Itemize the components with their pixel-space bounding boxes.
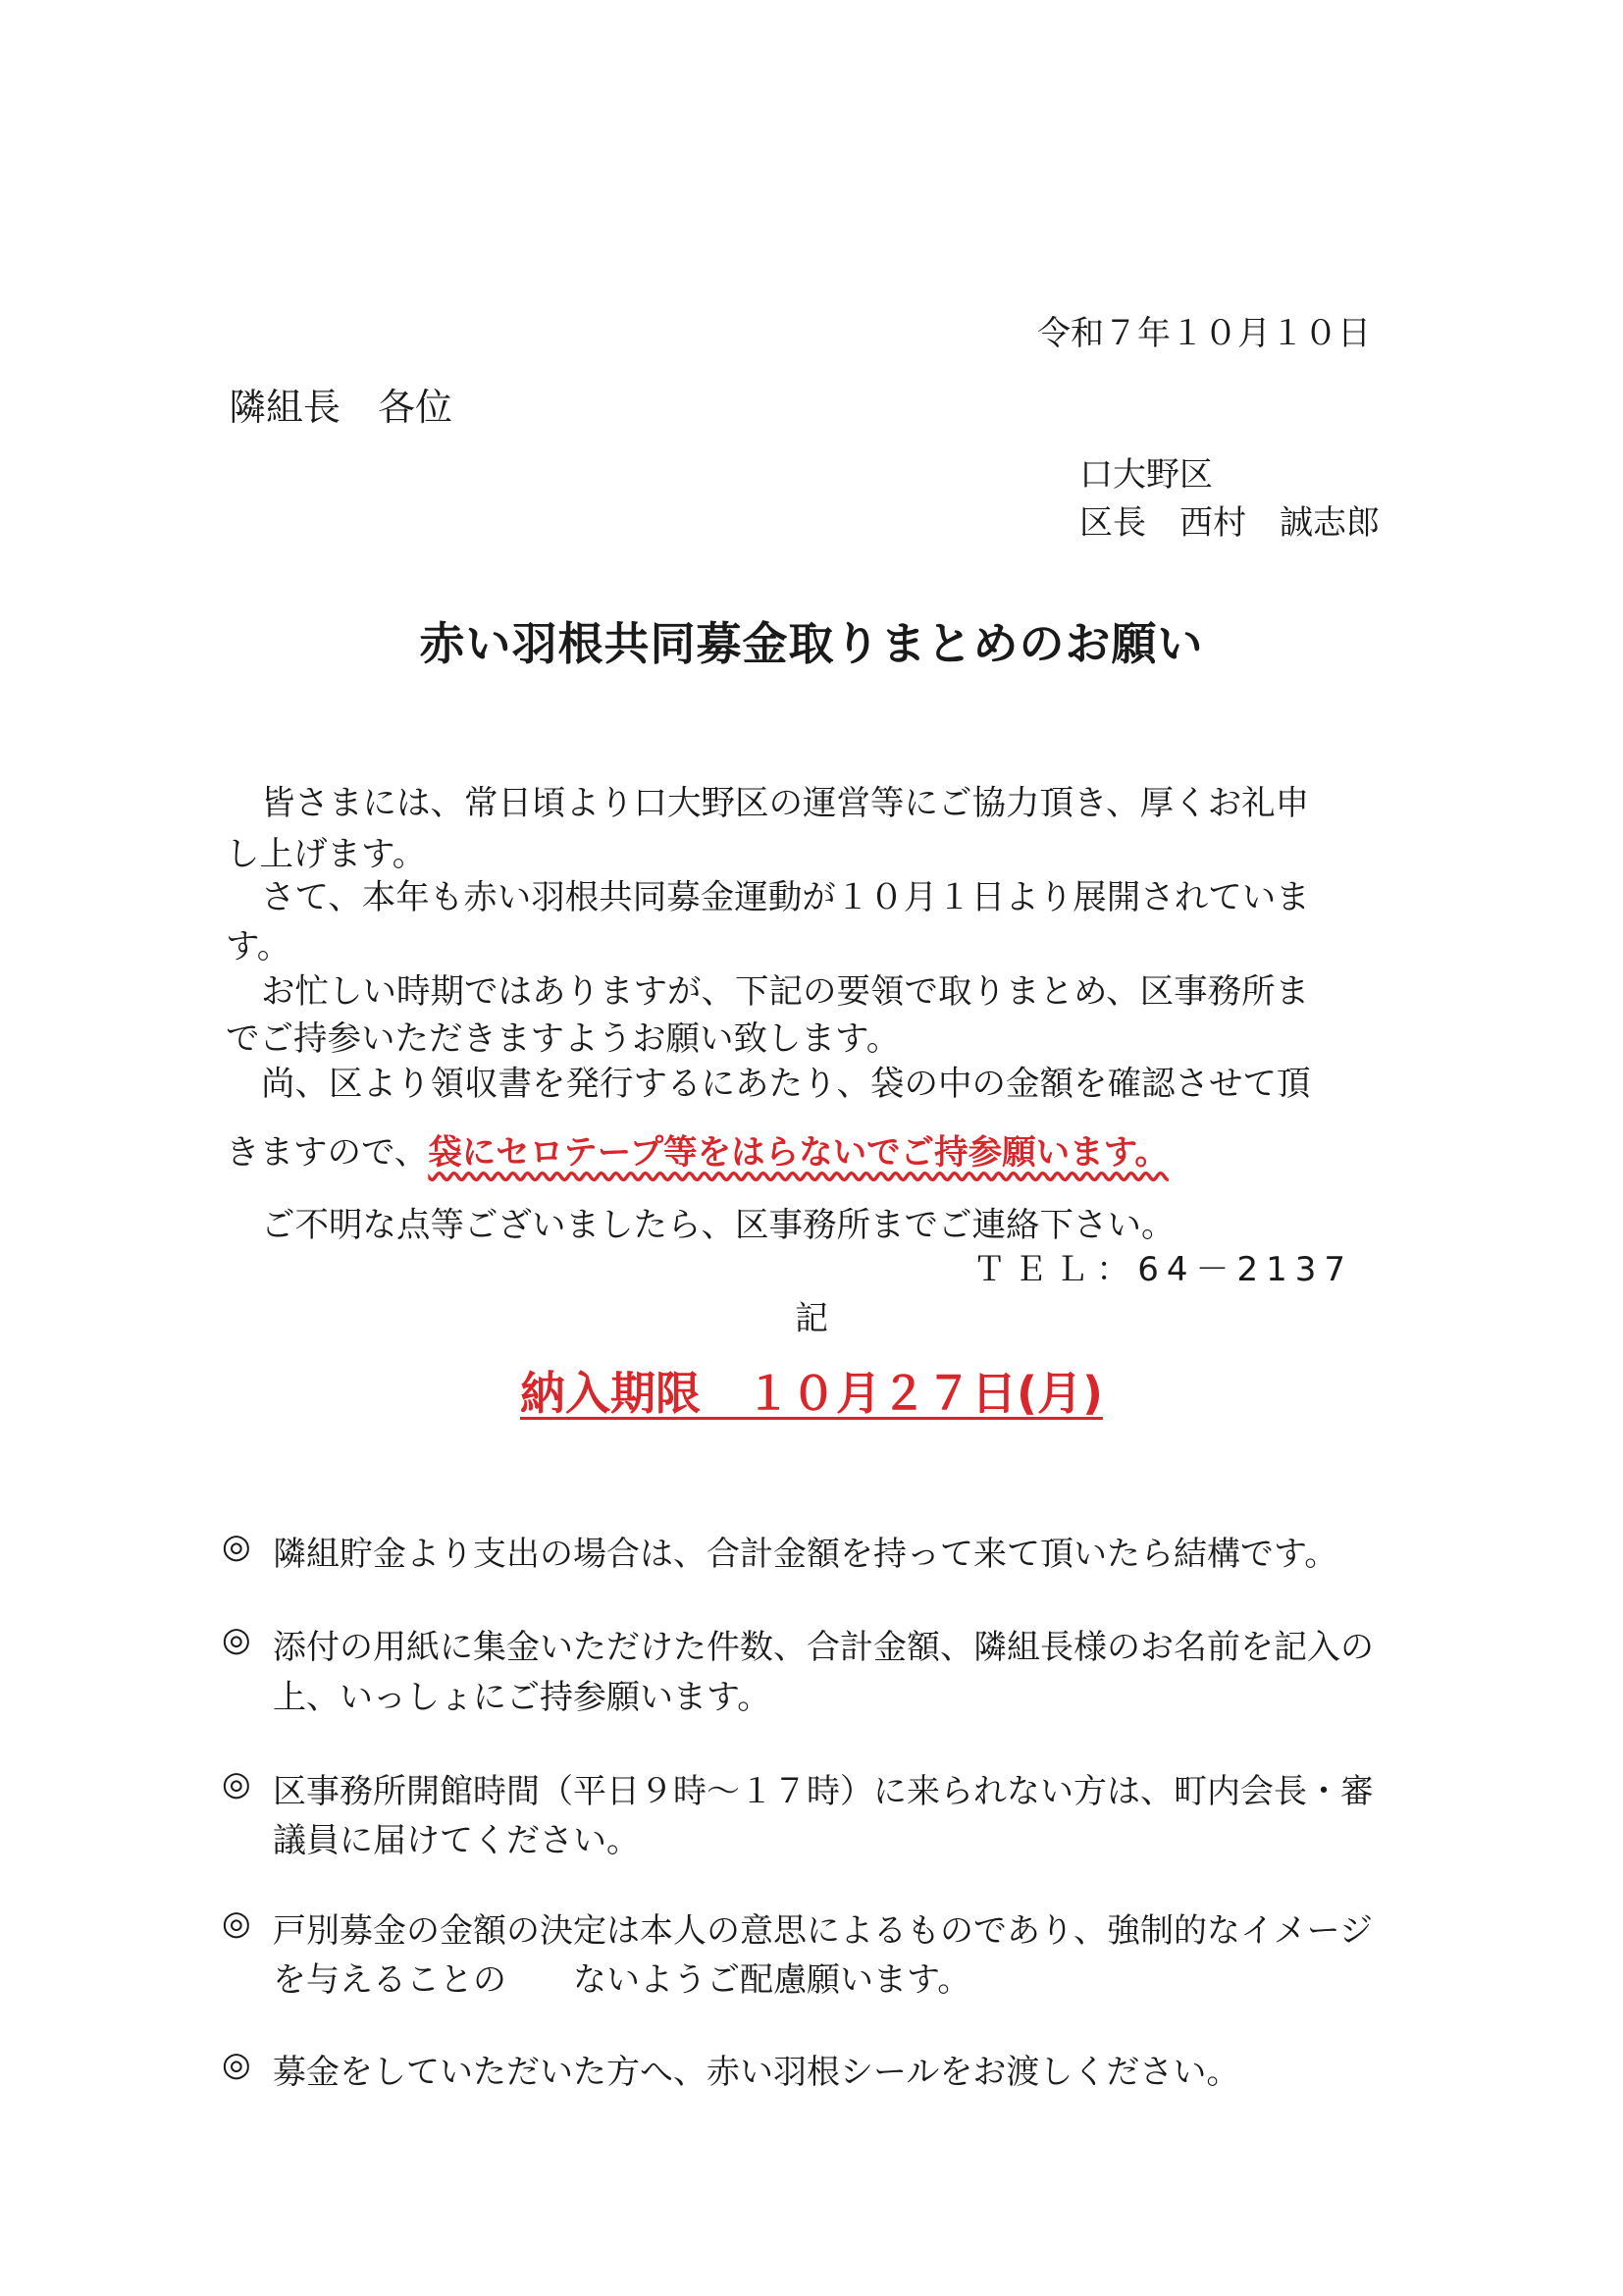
note-5: 募金をしていただいた方へ、赤い羽根シールをお渡しください。 — [273, 2053, 1240, 2092]
body-line-7: 尚、区より領収書を発行するにあたり、袋の中の金額を確認させて頂 — [261, 1065, 1311, 1104]
body-line-4: す。 — [226, 927, 291, 966]
body-line-8-prefix: きますので、 — [226, 1133, 429, 1173]
note-2-line-1: 添付の用紙に集金いただけた件数、合計金額、隣組長様のお名前を記入の — [273, 1628, 1374, 1667]
double-circle-icon: ◎ — [222, 1904, 251, 1943]
sender-name: 区長 西村 誠志郎 — [1079, 503, 1380, 543]
ki-heading: 記 — [795, 1299, 828, 1338]
double-circle-icon: ◎ — [222, 2045, 251, 2084]
deadline-text: 納入期限 １０月２７日(月) — [519, 1367, 1104, 1420]
body-line-1: 皆さまには、常日頃より口大野区の運営等にご協力頂き、厚くお礼申 — [261, 784, 1310, 823]
double-circle-icon: ◎ — [222, 1764, 251, 1803]
note-2-line-2: 上、いっしょにご持参願います。 — [273, 1678, 771, 1717]
note-3-line-1: 区事務所開館時間（平日９時～１７時）に来られない方は、町内会長・審 — [273, 1772, 1374, 1811]
body-line-5: お忙しい時期ではありますが、下記の要領で取りまとめ、区事務所ま — [261, 972, 1310, 1012]
addressee: 隣組長 各位 — [229, 386, 453, 429]
telephone-number: ＴＥＬ：64－2137 — [972, 1250, 1353, 1289]
body-line-3: さて、本年も赤い羽根共同募金運動が１０月１日より展開されていま — [261, 878, 1310, 917]
sender-area: 口大野区 — [1079, 455, 1213, 495]
body-line-2: し上げます。 — [226, 835, 427, 874]
double-circle-icon: ◎ — [222, 1527, 251, 1566]
document-date: 令和７年１０月１０日 — [1037, 314, 1371, 353]
note-4-line-1: 戸別募金の金額の決定は本人の意思によるものであり、強制的なイメージ — [273, 1911, 1373, 1951]
body-line-9: ご不明な点等ございましたら、区事務所までご連絡下さい。 — [261, 1206, 1176, 1245]
note-3-line-2: 議員に届けてください。 — [273, 1821, 640, 1860]
body-line-8 — [226, 1124, 1169, 1174]
tape-warning: 袋にセロテープ等をはらないでご持参願います。 — [428, 1133, 1169, 1173]
double-circle-icon: ◎ — [222, 1620, 251, 1659]
note-1: 隣組貯金より支出の場合は、合計金額を持って来て頂いたら結構です。 — [273, 1535, 1338, 1574]
deadline — [0, 1358, 1623, 1423]
body-line-6: でご持参いただきますようお願い致します。 — [226, 1019, 901, 1059]
note-4-line-2: を与えることの ないようご配慮願います。 — [273, 1960, 971, 2000]
document-title: 赤い羽根共同募金取りまとめのお願い — [419, 617, 1204, 670]
